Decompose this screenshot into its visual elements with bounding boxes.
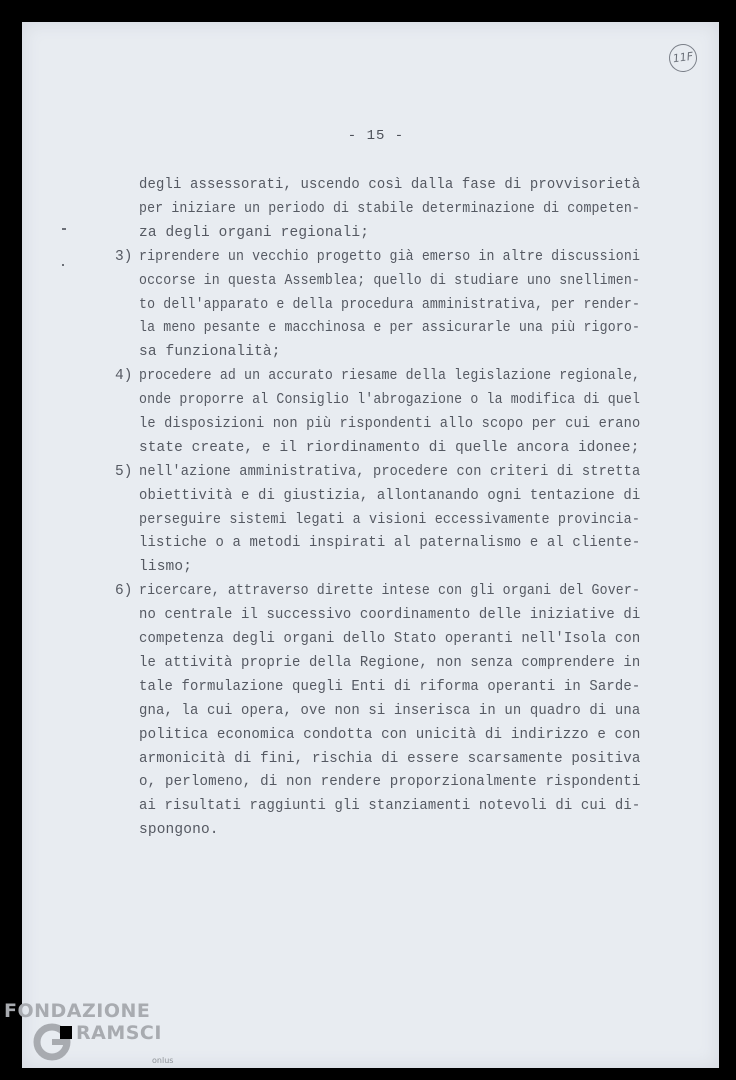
watermark-line2: RAMSCI (76, 1022, 162, 1044)
text-line: o, perlomeno, di non rendere proporzionalmente rispondenti (139, 774, 641, 790)
text-line: no centrale il successivo coordinamento delle iniziative di (139, 607, 641, 623)
item-number: 6) (115, 583, 133, 599)
text-line: perseguire sistemi legati a visioni eccessivamente provincia- (139, 512, 641, 528)
text-line: listiche o a metodi inspirati al paternalismo e al cliente- (139, 535, 641, 551)
text-line: tale formulazione quegli Enti di riforma operanti in Sarde- (139, 679, 641, 695)
text-line: competenza degli organi dello Stato operanti nell'Isola con (139, 631, 641, 647)
text-line: state create, e il riordinamento di quelle ancora idonee; (139, 440, 640, 456)
text-line: le disposizioni non più rispondenti allo scopo per cui erano (139, 416, 641, 432)
archive-stamp: 11F (667, 42, 699, 74)
item-number: 3) (115, 249, 133, 265)
text-line: to dell'apparato e della procedura amministrativa, per render- (139, 297, 641, 313)
margin-mark (62, 264, 64, 266)
text-line: za degli organi regionali; (139, 225, 370, 241)
item-number: 4) (115, 368, 133, 384)
text-line: nell'azione amministrativa, procedere con criteri di stretta (139, 464, 641, 480)
text-line: politica economica condotta con unicità di indirizzo e con (139, 727, 641, 743)
text-line: degli assessorati, uscendo così dalla fase di provvisorietà (139, 177, 641, 193)
text-line: lismo; (139, 559, 193, 575)
text-line: ai risultati raggiunti gli stanziamenti notevoli di cui di- (139, 798, 641, 814)
text-line: riprendere un vecchio progetto già emerso in altre discussioni (139, 249, 641, 265)
g-logo-icon (32, 1022, 72, 1062)
text-line: ricercare, attraverso dirette intese con gli organi del Gover- (139, 583, 641, 599)
text-line: procedere ad un accurato riesame della legislazione regionale, (139, 368, 641, 384)
item-number: 5) (115, 464, 133, 480)
text-line: per iniziare un periodo di stabile determinazione di competen- (139, 201, 641, 217)
text-line: obiettività e di giustizia, allontanando ogni tentazione di (139, 488, 641, 504)
text-line: onde proporre al Consiglio l'abrogazione o la modifica di quel (139, 392, 641, 408)
text-line: armonicità di fini, rischia di essere scarsamente positiva (139, 751, 641, 767)
text-line: sa funzionalità; (139, 344, 281, 360)
text-line: la meno pesante e macchinosa e per assicurarle una più rigoro- (139, 320, 641, 336)
page-number: - 15 - (347, 128, 405, 144)
text-line: le attività proprie della Regione, non senza comprendere in (139, 655, 641, 671)
text-line: occorse in questa Assemblea; quello di studiare uno snellimen- (139, 273, 641, 289)
text-line: gna, la cui opera, ove non si inserisca in un quadro di una (139, 703, 641, 719)
watermark-logo (4, 1000, 174, 1065)
margin-mark (62, 228, 66, 230)
text-line: spongono. (139, 822, 219, 838)
watermark-line1: FONDAZIONE (4, 1000, 151, 1022)
watermark-suffix: onlus (152, 1056, 174, 1065)
